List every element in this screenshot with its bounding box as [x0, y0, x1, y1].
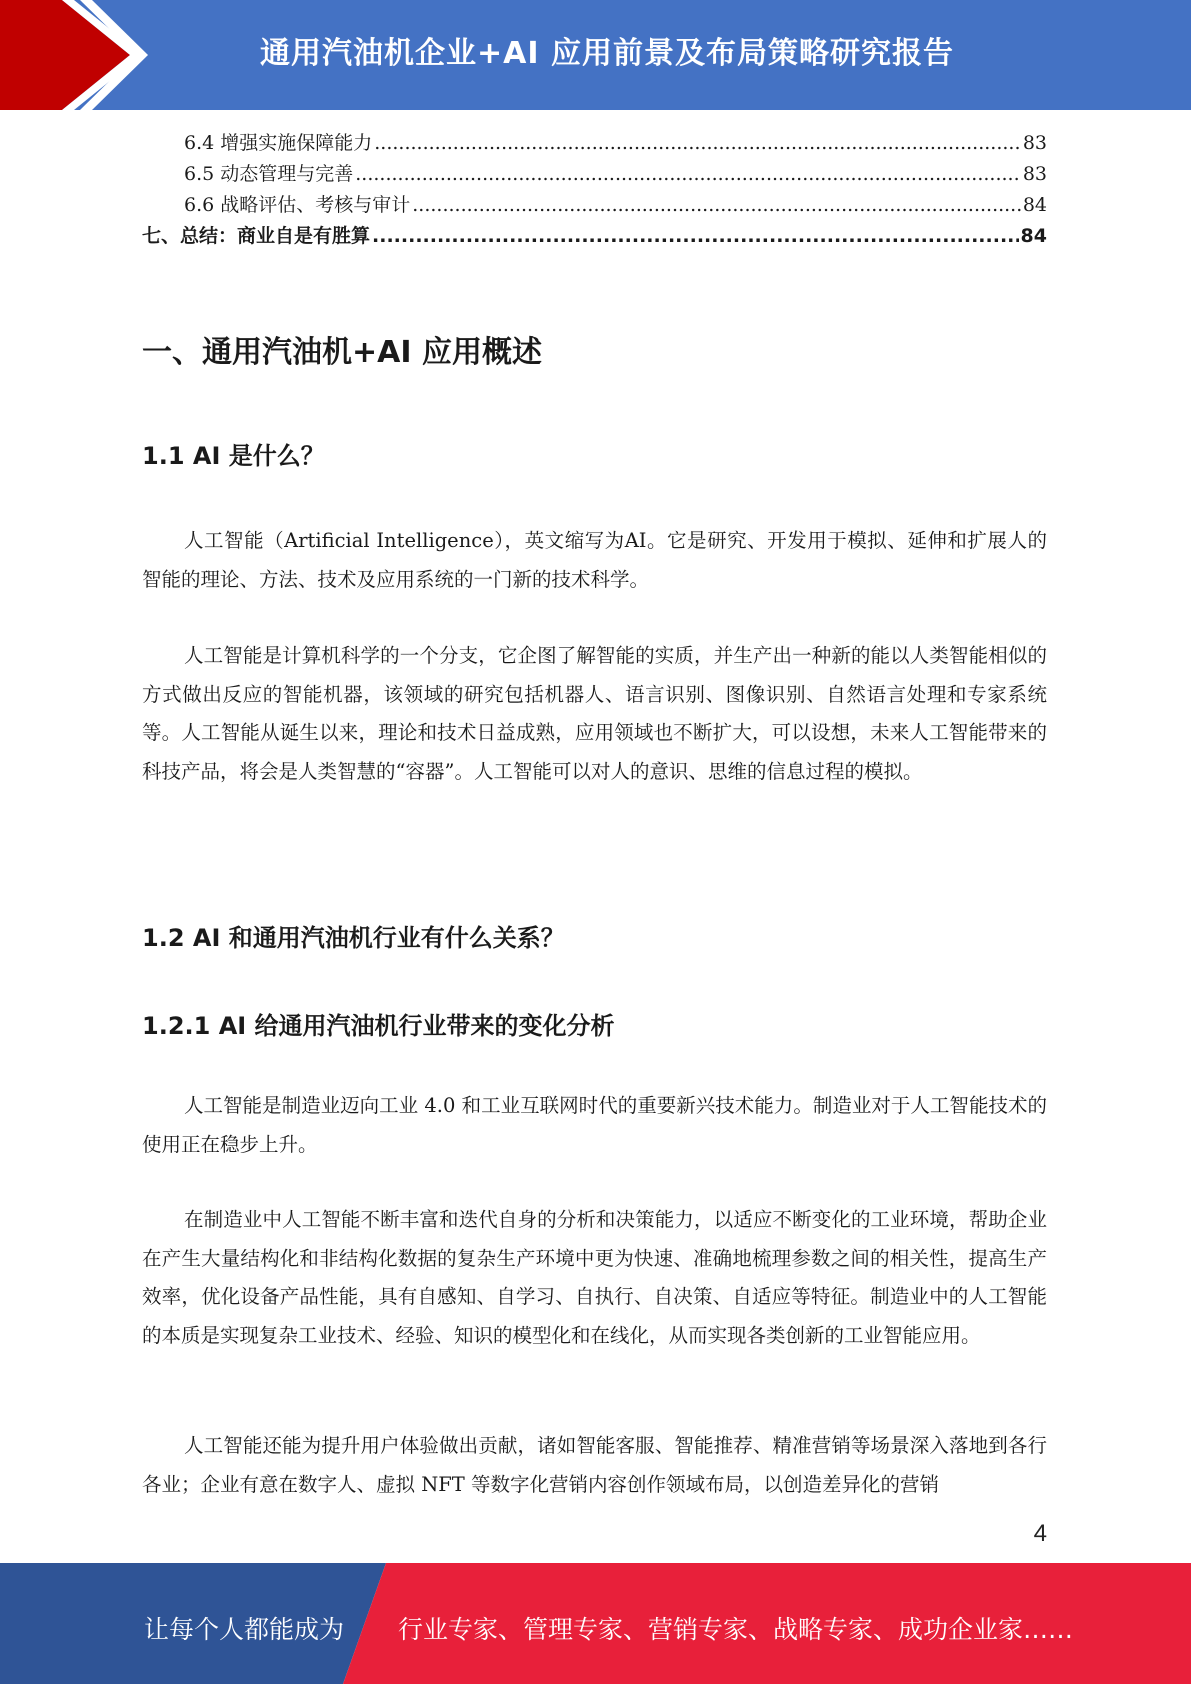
toc-leader-dots: [374, 132, 1021, 154]
toc-entry-label: 七、总结：商业自是有胜算: [142, 225, 371, 247]
toc-leader-dots: [412, 194, 1021, 216]
toc-entry[interactable]: [142, 190, 1047, 221]
toc-leader-dots: [372, 225, 1019, 247]
subsection-heading: 1.2 AI 和通用汽油机行业有什么关系？: [142, 924, 565, 952]
header-band: [0, 0, 1191, 110]
paragraph: 在制造业中人工智能不断丰富和迭代自身的分析和决策能力，以适应不断变化的工业环境，帮助企业在产生大量结构化和非结构化数据的复杂生产环境中更为快速、准确地梳理参数之间的相关性，提高生产效率，优化设备产品性能，具有自感知、自学习、自执行、自决策、自适应等特征。制造业中的人工智能的本质是实现复杂工业技术、经验、知识的模型化和在线化，从而实现各类创新的工业智能应用。: [142, 1208, 1047, 1347]
paragraph: 人工智能是制造业迈向工业 4.0 和工业互联网时代的重要新兴技术能力。制造业对于人工智能技术的使用正在稳步上升。: [142, 1094, 1047, 1156]
toc-entry[interactable]: [142, 128, 1047, 159]
table-of-contents: [142, 128, 1047, 252]
toc-entry-label: 6.6 战略评估、考核与审计: [184, 194, 411, 216]
paragraph: 人工智能是计算机科学的一个分支，它企图了解智能的实质，并生产出一种新的能以人类智能相似的方式做出反应的智能机器，该领域的研究包括机器人、语言识别、图像识别、自然语言处理和专家系统等。人工智能从诞生以来，理论和技术日益成熟，应用领域也不断扩大，可以设想，未来人工智能带来的科技产品，将会是人类智慧的“容器”。人工智能可以对人的意识、思维的信息过程的模拟。: [142, 644, 1047, 783]
toc-entry-page: 83: [1022, 132, 1047, 154]
toc-entry[interactable]: [142, 221, 1047, 252]
footer-tagline: 行业专家、管理专家、营销专家、战略专家、成功企业家……: [398, 1615, 1074, 1644]
paragraph: 人工智能（Artificial Intelligence），英文缩写为AI。它是研究、开发用于模拟、延伸和扩展人的智能的理论、方法、技术及应用系统的一门新的技术科学。: [142, 529, 1047, 591]
subsubsection-heading: 1.2.1 AI 给通用汽油机行业带来的变化分析: [142, 1012, 615, 1040]
toc-entry-label: 6.5 动态管理与完善: [184, 163, 354, 185]
toc-entry-page: 83: [1022, 163, 1047, 185]
toc-entry-page: 84: [1020, 225, 1047, 247]
footer-band: [0, 1563, 1191, 1684]
report-title: 通用汽油机企业+AI 应用前景及布局策略研究报告: [260, 36, 954, 71]
page-number: 4: [1033, 1520, 1047, 1547]
section-heading: 一、通用汽油机+AI 应用概述: [142, 335, 542, 370]
toc-leader-dots: [355, 163, 1021, 185]
toc-entry-label: 6.4 增强实施保障能力: [184, 132, 373, 154]
toc-entry[interactable]: [142, 159, 1047, 190]
footer-slogan: 让每个人都能成为: [144, 1615, 345, 1644]
subsection-heading: 1.1 AI 是什么？: [142, 442, 325, 470]
toc-entry-page: 84: [1022, 194, 1047, 216]
paragraph: 人工智能还能为提升用户体验做出贡献，诸如智能客服、智能推荐、精准营销等场景深入落地到各行各业；企业有意在数字人、虚拟 NFT 等数字化营销内容创作领域布局，以创造差异化的营销: [142, 1434, 1047, 1496]
